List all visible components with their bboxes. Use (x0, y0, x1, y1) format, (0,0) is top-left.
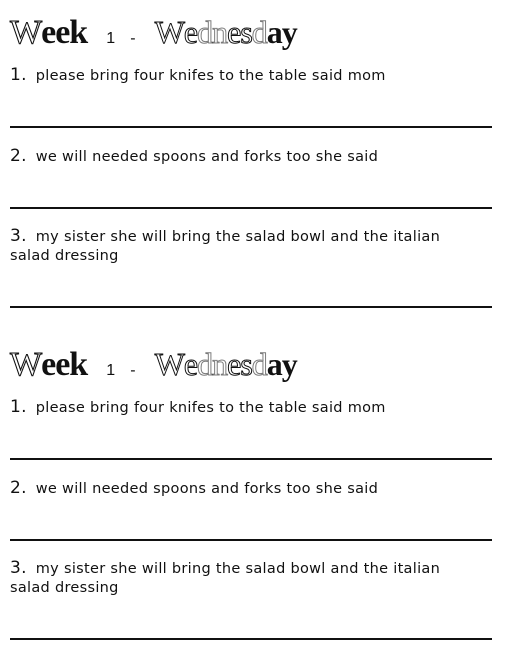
question-2 (10, 479, 480, 499)
title-day-word: Wednesday (154, 14, 297, 50)
worksheet-title (10, 14, 297, 54)
title-dash: - (130, 362, 136, 379)
question-1 (10, 66, 480, 86)
title-week-word: Week (10, 14, 88, 51)
answer-line-3[interactable] (10, 306, 492, 308)
question-text: please bring four knifes to the table said mom (35, 400, 386, 416)
question-text: my sister she will bring the salad bowl and the italian salad dressing (10, 229, 441, 264)
question-text: we will needed spoons and forks too she said (35, 481, 379, 497)
question-text: my sister she will bring the salad bowl and the italian salad dressing (10, 561, 441, 596)
title-week-number: 1 (106, 362, 116, 379)
question-number: 1. (10, 65, 27, 85)
title-day-word: Wednesday (154, 346, 297, 382)
question-number: 1. (10, 397, 27, 417)
answer-line-3[interactable] (10, 638, 492, 640)
worksheet-title (10, 346, 297, 386)
question-number: 2. (10, 478, 27, 498)
title-week-word: Week (10, 346, 88, 383)
question-1 (10, 398, 480, 418)
answer-line-2[interactable] (10, 539, 492, 541)
question-text: please bring four knifes to the table said mom (35, 68, 386, 84)
answer-line-2[interactable] (10, 207, 492, 209)
question-text: we will needed spoons and forks too she said (35, 149, 379, 165)
question-number: 2. (10, 146, 27, 166)
question-2 (10, 147, 480, 167)
worksheet-top (0, 0, 510, 330)
title-week-number: 1 (106, 30, 116, 47)
answer-line-1[interactable] (10, 458, 492, 460)
worksheet-bottom (0, 332, 510, 662)
question-3 (10, 559, 480, 598)
answer-line-1[interactable] (10, 126, 492, 128)
title-dash: - (130, 30, 136, 47)
question-number: 3. (10, 226, 27, 246)
question-3 (10, 227, 480, 266)
question-number: 3. (10, 558, 27, 578)
